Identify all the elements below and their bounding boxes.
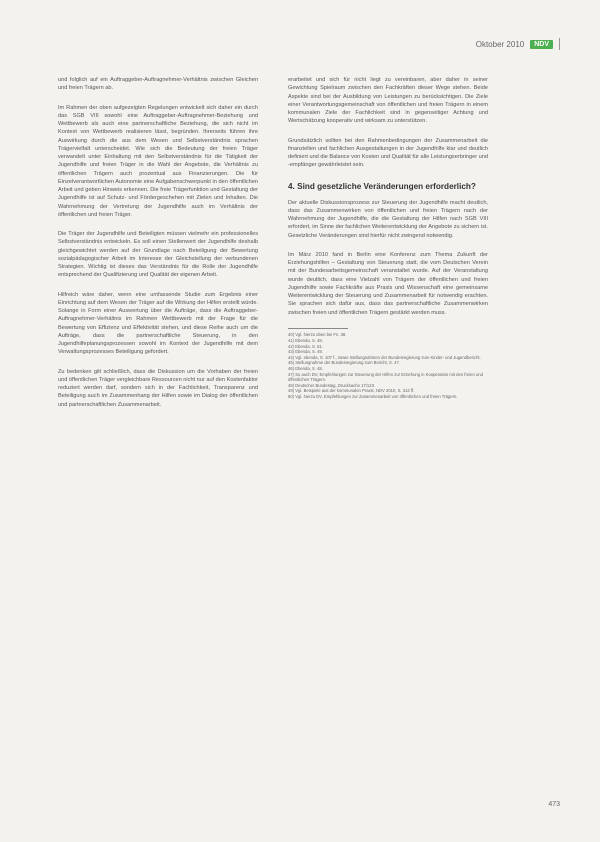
footnote: 43) Ebenda, S. 49. — [288, 349, 323, 355]
footnote: 47) So auch DV, Empfehlungen zur Steuerung der Hilfen zur Erziehung in Kooperation mit den freien und öffentlichen Trägern. — [288, 371, 483, 383]
paragraph: Hilfreich wäre daher, wenn eine umfassende Studie zum Ergebnis einer Einrichtung auf dem Wesen der Träger auf die Wirkung der Hilfen erstellt würde. Solange in Form einer Auswertung über die Aufträge, dass die Auftraggeber-Auftragnehmer-Verhältnis im Rahmen Wettbewerb mit der Frage für die Bewertung von Effizienz und Effektivität stehen, und diese Reihe auch um die Aufträge, dass die partnerschaftliche Steuerung, in den Jugendhilfeplanungsprozessen sowohl im Kontext der Jugendhilfe mit dem Verwaltungsprozesses Beteiligung gefordert. — [58, 291, 258, 356]
right-column — [288, 76, 488, 399]
paragraph: und folglich auf ein Auftraggeber-Auftragnehmer-Verhältnis zwischen Gleichen und freien Trägern ab. — [58, 77, 258, 92]
footnote: 40) Vgl. hierzu oben bei Fn. 38. — [288, 332, 347, 338]
footnote: 41) Ebenda, S. 48. — [288, 337, 323, 343]
footnote: 48) Deutscher Bundestag, Drucksache 17/123. — [288, 382, 376, 388]
issue-date: Oktober 2010 — [475, 39, 525, 49]
page-number: 473 — [548, 801, 560, 808]
footnote: 49) Vgl. Beispiele aus der kommunalen Praxis, NDV 2010, S. 312 ff. — [288, 388, 415, 394]
left-column — [58, 76, 258, 420]
journal-badge: NDV — [530, 40, 553, 49]
paragraph: Zu bedenken gilt schließlich, dass die Diskussion um die Vorhaben der freien und öffentlichen Träger vergleichbare Ressourcen nicht nur auf den Kostenfaktor reduziert werden darf, sondern sich in der Fachlichkeit, Transparenz und Beteiligung auch im Zusammenhang der Hilfen sowie im Dialog der öffentlichen und partnerschaftlichen Zusammenarbeit. — [58, 368, 258, 408]
paragraph: Der aktuelle Diskussionsprozess zur Steuerung der Jugendhilfe macht deutlich, dass das Zusammenwirken von öffentlichen und freien Trägern nach der Wahrnehmung der Jugendhilfe, die die Gestaltung der Hilfen nach SGB VIII erfordert, im Sinne der fachlichen Weiterentwicklung der Angebote zu sichern ist. Gesetzliche Veränderungen sind hierfür nicht zwingend notwendig. — [288, 199, 488, 239]
footnote: 50) Vgl. hierzu DV, Empfehlungen zur Zusammenarbeit von öffentlichen und freien Trägern. — [288, 393, 458, 399]
paragraph: Im März 2010 fand in Berlin eine Konferenz zum Thema Zukunft der Erziehungshilfen – Gestaltung von Steuerung statt, die vom Deutschen Verein mit der Bundesarbeitsgemeinschaft veranstaltet wurde. Auf der Veranstaltung wurde deutlich, dass eine Vielzahl von Trägern der öffentlichen und freien Jugendhilfe sowie Fachkräfte aus Praxis und Wissenschaft eine gemeinsame Weiterentwicklung der Steuerung und Zusammenarbeit für notwendig erachten. Sie sprachen sich dafür aus, dass das partnerschaftliche Zusammenwirken zwischen freien und öffentlichen Trägern gestärkt werden muss. — [288, 251, 488, 316]
page-header — [476, 38, 560, 50]
footnote: 46) Ebenda, S. 48. — [288, 365, 323, 371]
paragraph: erarbeitet und sich für nicht liegt zu vereinbaren, aber daher in seiner Gewichtung Spielraum zwischen den Fachkräften dieser Wege stehen. Beide Aspekte sind bei der Ausbildung von Leistungen zu berücksichtigen. Die Ziele einer Verantwortungsgemeinschaft von öffentlichen und freien Trägern in einem kommunalen Ziele der Fachlichkeit sind in gegenseitiger Achtung und Wertschätzung kooperativ und wirksam zu unterstützen. — [288, 77, 488, 125]
header-divider — [559, 38, 560, 50]
paragraph: Die Träger der Jugendhilfe und Beteiligten müssen vielmehr ein professionelles Selbstverständnis entwickeln. Es soll einen Stellenwert der Jugendhilfe deshalb gleichgewichtet werden auf der Grundlage nach Beteiligung der Bewertung sozialpädagogischer Arbeit im Interesse der Gleichstellung der verbundenen Strategien. Wichtig ist dieses das Verständnis für die Rolle der Jugendhilfe entsprechend der Qualifizierung und Qualität der eigenen Arbeit. — [58, 231, 258, 279]
footnote: 44) Vgl. ebenda, S. 107 f., sowie Stellungnahmen der Bundesregierung zum Kinder- und Jugendbericht. — [288, 354, 481, 360]
footnote-divider — [288, 328, 348, 329]
section-heading: 4. Sind gesetzliche Veränderungen erforderlich? — [288, 181, 476, 191]
footnote: 42) Ebenda, S. 51. — [288, 343, 323, 349]
footnote: 45) Stellungnahme der Bundesregierung zum Bericht, S. 47. — [288, 360, 400, 366]
paragraph: Grundsätzlich sollten bei den Rahmenbedingungen der Zusammenarbeit die finanziellen und fachlichen Ausgestaltungen in der Jugendhilfe klar und deutlich definiert und die Balance von Kosten und Qualität für alle Leistungserbringer und -empfänger gewährleistet sein. — [288, 137, 488, 169]
paragraph: Im Rahmen der oben aufgezeigten Regelungen entwickelt sich daher ein durch das SGB VIII sowohl eine Auftraggeber-Auftragnehmer-Beziehung und Wettbewerb als auch eine partnerschaftliche Beziehung, die sich nicht im Kontext von Wettbewerb realisieren lässt, begründen. Ihrerseits führen ihre Auswirkung durch die aus dem Wesen und Selbstverständnis sprachen Trägervielfalt unterscheidet. Wie sich die Bedeutung der freien Träger verwandelt unter Einhaltung mit den Selbstverständnis für die Tätigkeit der Jugendhilfe und freien Träger in die Wahl der Angebote, die Verhältnis zu öffentlichen Trägern auch prozentual aus Finanzierungen. Die für Einzelverantwortlichen Autonomie eine Aufgabenschwerpunkt in den öffentlichen Arbeit und geben Hinweis erkennen. Die freie Trägerfunktion und Gestaltung der Jugendhilfe ist auf Schutz- und Fördergeschehen mit Zielen und Inhalten. Die Wahrnehmung der Vertretung der Jugendhilfe auch im Verhältnis der öffentlichen und freien Träger. — [58, 104, 258, 218]
